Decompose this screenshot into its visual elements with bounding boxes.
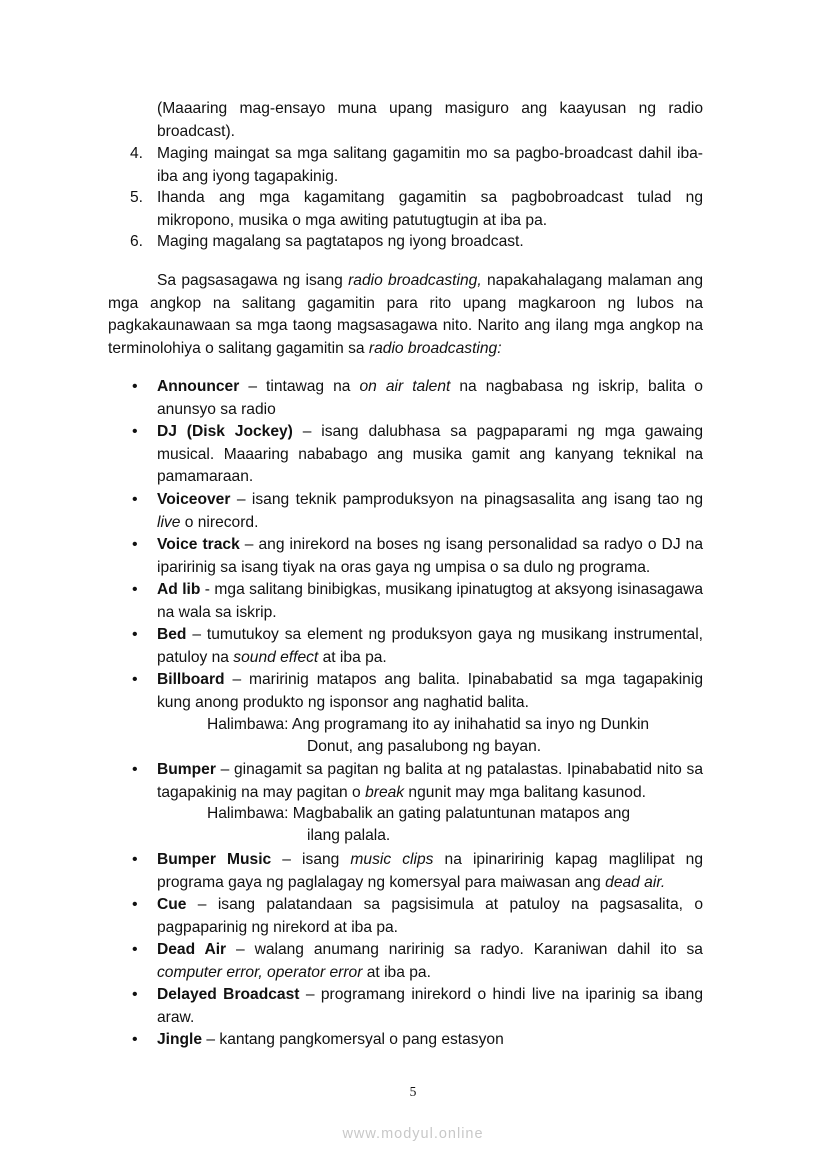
term-dead-air bbox=[130, 939, 703, 984]
term-text: at iba pa. bbox=[362, 963, 431, 981]
term-text: ngunit may mga balitang kasunod. bbox=[404, 783, 646, 801]
bumper-example-line2: ilang palala. bbox=[307, 827, 391, 844]
bullet-icon: • bbox=[132, 851, 138, 868]
term-text: – tumutukoy sa element ng produksyon gaya ng musikang instrumental, patuloy na bbox=[157, 626, 703, 666]
term-title: Bumper bbox=[157, 761, 216, 778]
term-text: – isang dalubhasa sa pagpaparami ng mga gawaing musical. Maaaring nababago ang musika gamit ang kanyang teknikal na pamamaraan. bbox=[157, 423, 703, 485]
continuation-text: (Maaaring mag-ensayo muna upang masiguro ang kaayusan ng radio broadcast). bbox=[157, 100, 703, 140]
term-italic: sound effect bbox=[233, 648, 319, 666]
bumper-example-line1: Halimbawa: Magbabalik an gating palatuntunan matapos ang bbox=[207, 805, 631, 822]
term-title: Billboard bbox=[157, 671, 225, 688]
term-jingle bbox=[130, 1029, 703, 1052]
watermark: www.modyul.online bbox=[342, 1126, 484, 1142]
bullet-icon: • bbox=[132, 423, 138, 440]
term-title: Dead Air bbox=[157, 941, 227, 958]
term-cue bbox=[130, 894, 703, 939]
term-title: Announcer bbox=[157, 378, 240, 395]
term-text: – isang bbox=[271, 851, 351, 868]
page-number: 5 bbox=[409, 1084, 417, 1099]
item-text: Maging maingat sa mga salitang gagamitin mo sa pagbo-broadcast dahil iba-iba ang iyong tagapakinig. bbox=[157, 145, 703, 185]
term-italic: on air talent bbox=[359, 378, 451, 395]
item-number: 5. bbox=[130, 189, 144, 206]
billboard-example-line2: Donut, ang pasalubong ng bayan. bbox=[307, 738, 542, 755]
term-ad-lib bbox=[130, 579, 703, 624]
item-text: Ihanda ang mga kagamitang gagamitin sa pagbobroadcast tulad ng mikropono, musika o mga awiting patutugtugin at iba pa. bbox=[157, 189, 703, 229]
term-text: – ginagamit sa pagitan ng balita at ng patalastas. Ipinababatid nito sa tagapakinig na may pagitan o bbox=[157, 761, 703, 801]
bullet-icon: • bbox=[132, 626, 138, 643]
term-title: Cue bbox=[157, 896, 187, 913]
term-text: - mga salitang binibigkas, musikang ipinatugtog at aksyong isinasagawa na wala sa iskrip. bbox=[157, 581, 703, 621]
para-italic: radio broadcasting: bbox=[368, 339, 502, 357]
term-text: – isang palatandaan sa pagsisimula at patuloy na pagsasalita, o pagpaparinig ng nirekord at iba pa. bbox=[157, 896, 703, 936]
term-billboard bbox=[130, 669, 703, 714]
term-italic: dead air. bbox=[605, 873, 666, 891]
term-text: – isang teknik pamproduksyon na pinagsasalita ang isang tao ng bbox=[230, 491, 703, 508]
term-italic: live bbox=[157, 513, 181, 531]
term-title: DJ (Disk Jockey) bbox=[157, 423, 293, 440]
bullet-icon: • bbox=[132, 941, 138, 958]
term-italic: break bbox=[365, 783, 405, 801]
term-title: Voiceover bbox=[157, 491, 231, 508]
numbered-item-6 bbox=[130, 231, 703, 254]
item-number: 4. bbox=[130, 145, 144, 162]
term-italic: music clips bbox=[350, 851, 434, 868]
term-title: Bumper Music bbox=[157, 851, 272, 868]
bullet-icon: • bbox=[132, 581, 138, 598]
intro-paragraph bbox=[108, 270, 703, 360]
term-title: Jingle bbox=[157, 1031, 203, 1048]
term-title: Ad lib bbox=[157, 581, 201, 598]
term-text: o nirecord. bbox=[180, 513, 259, 531]
term-text: – tintawag na bbox=[239, 378, 360, 395]
bullet-icon: • bbox=[132, 378, 138, 395]
term-italic: computer error, operator error bbox=[157, 963, 363, 981]
term-title: Bed bbox=[157, 626, 187, 643]
term-text: – programang inirekord o hindi live na iparinig sa ibang araw. bbox=[157, 986, 703, 1026]
para-text: Sa pagsasagawa ng isang bbox=[157, 272, 349, 289]
term-announcer bbox=[130, 376, 703, 421]
para-italic: radio broadcasting, bbox=[348, 272, 482, 289]
term-text: – ang inirekord na boses ng isang personalidad sa radyo o DJ na iparirinig sa isang tiyak na oras gaya ng umpisa o sa dulo ng programa. bbox=[157, 536, 703, 576]
term-title: Delayed Broadcast bbox=[157, 986, 300, 1003]
term-voiceover bbox=[130, 489, 703, 534]
term-dj bbox=[130, 421, 703, 489]
bullet-icon: • bbox=[132, 491, 138, 508]
bullet-icon: • bbox=[132, 671, 138, 688]
term-bumper-music bbox=[130, 849, 703, 894]
term-text: – walang anumang naririnig sa radyo. Karaniwan dahil ito sa bbox=[226, 941, 703, 958]
term-voice-track bbox=[130, 534, 703, 579]
numbered-item-5 bbox=[130, 187, 703, 232]
term-text: – kantang pangkomersyal o pang estasyon bbox=[202, 1031, 504, 1048]
term-text: na nagbabasa ng iskrip, balita o anunsyo sa radio bbox=[157, 378, 703, 418]
term-text: – maririnig matapos ang balita. Ipinababatid sa mga tagapakinig kung anong produkto ng isponsor ang naghatid balita. bbox=[157, 671, 703, 711]
bullet-icon: • bbox=[132, 761, 138, 778]
item-number: 6. bbox=[130, 233, 144, 250]
item-text: Maging magalang sa pagtatapos ng iyong broadcast. bbox=[157, 233, 524, 250]
term-text: na ipinaririnig kapag maglilipat ng programa gaya ng paglalagay ng komersyal para maiwasan ang bbox=[157, 851, 703, 891]
bullet-icon: • bbox=[132, 1031, 138, 1048]
bullet-icon: • bbox=[132, 896, 138, 913]
term-text: at iba pa. bbox=[318, 648, 387, 666]
term-bumper bbox=[130, 759, 703, 804]
bullet-icon: • bbox=[132, 986, 138, 1003]
term-delayed-broadcast bbox=[130, 984, 703, 1029]
numbered-item-4 bbox=[130, 143, 703, 188]
para-text: napakahalagang malaman ang mga angkop na salitang gagamitin para rito upang magkaroon ng lubos na pagkakaunawaan sa mga taong magsasagawa nito. Narito ang ilang mga angkop na terminolohiya o salitang gagamitin sa bbox=[108, 272, 704, 357]
term-bed bbox=[130, 624, 703, 669]
bullet-icon: • bbox=[132, 536, 138, 553]
term-title: Voice track bbox=[157, 536, 240, 553]
billboard-example-line1: Halimbawa: Ang programang ito ay inihahatid sa inyo ng Dunkin bbox=[207, 716, 650, 733]
